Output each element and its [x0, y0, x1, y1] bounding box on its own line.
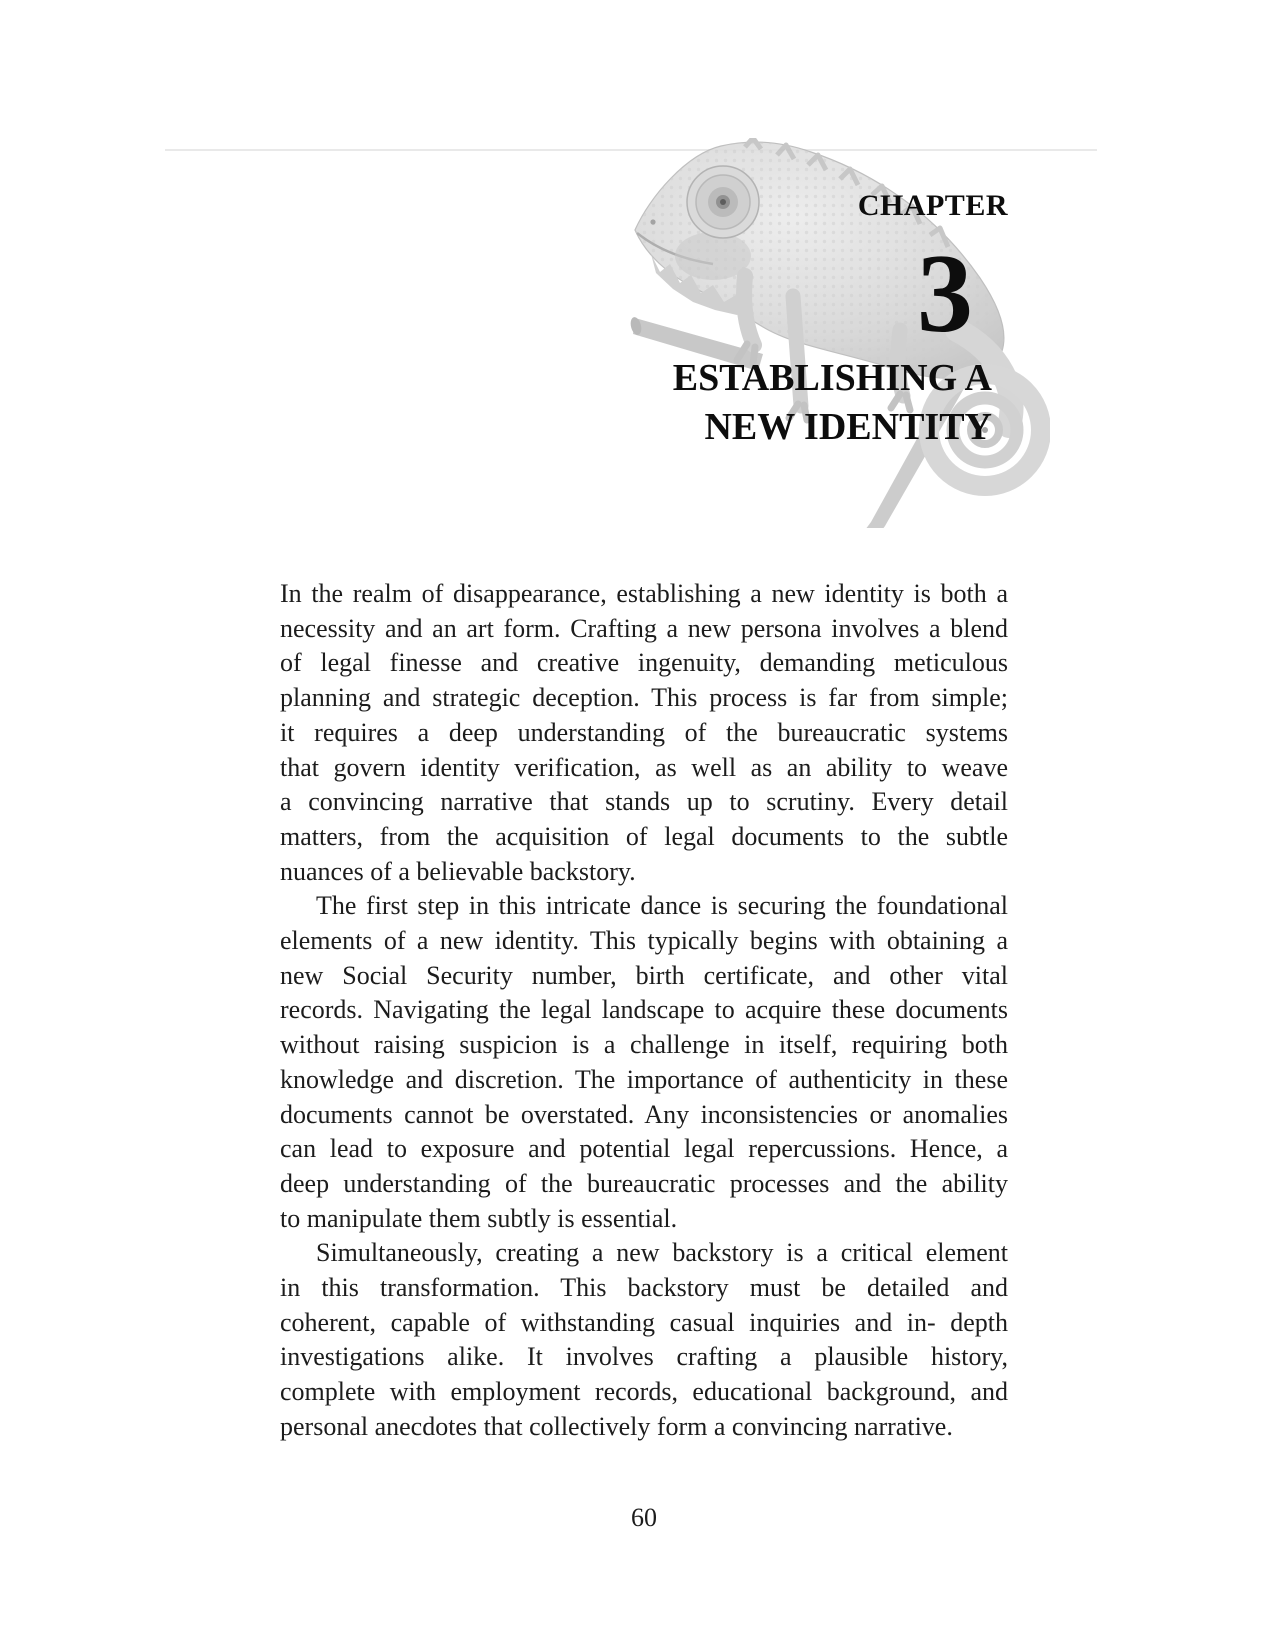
body-line: coherent, capable of withstanding casual inquiries and in- depth: [280, 1307, 1008, 1337]
body-line: matters, from the acquisition of legal documents to the subtle: [280, 821, 1008, 851]
chapter-number: 3: [917, 232, 973, 356]
body-line: personal anecdotes that collectively form a convincing narrative.: [280, 1411, 953, 1441]
body-line: that govern identity verification, as well as an ability to weave: [280, 752, 1008, 782]
chapter-title-line-2: NEW IDENTITY: [704, 406, 992, 448]
paragraph-1: [280, 577, 1008, 889]
body-line: In the realm of disappearance, establishing a new identity is both a: [280, 579, 1008, 608]
body-line: new Social Security number, birth certificate, and other vital: [280, 960, 1008, 990]
body-line: necessity and an art form. Crafting a new persona involves a blend: [280, 613, 1008, 643]
body-line: nuances of a believable backstory.: [280, 856, 636, 886]
paragraph-2: [280, 889, 1008, 1236]
body-line: a convincing narrative that stands up to scrutiny. Every detail: [280, 787, 1008, 817]
body-line: without raising suspicion is a challenge in itself, requiring both: [280, 1030, 1008, 1060]
body-line: documents cannot be overstated. Any inconsistencies or anomalies: [280, 1099, 1008, 1129]
body-line: planning and strategic deception. This process is far from simple;: [280, 683, 1008, 713]
body-line: Simultaneously, creating a new backstory is a critical element: [316, 1238, 1008, 1268]
page-number: 60: [631, 1503, 657, 1532]
body-line: elements of a new identity. This typically begins with obtaining a: [280, 926, 1008, 956]
body-line: records. Navigating the legal landscape to acquire these documents: [280, 995, 1008, 1025]
paragraph-3: [280, 1236, 1008, 1444]
chapter-label: CHAPTER: [857, 189, 1008, 222]
body-line: investigations alike. It involves crafting a plausible history,: [280, 1342, 1008, 1372]
body-line: in this transformation. This backstory must be detailed and: [280, 1273, 1008, 1303]
body-line: complete with employment records, educational background, and: [280, 1377, 1008, 1407]
body-line: deep understanding of the bureaucratic processes and the ability: [280, 1168, 1008, 1198]
body-line: of legal finesse and creative ingenuity, demanding meticulous: [280, 648, 1008, 678]
chapter-title-line-1: ESTABLISHING A: [672, 357, 992, 399]
body-line: knowledge and discretion. The importance of authenticity in these: [280, 1064, 1008, 1094]
body-line: can lead to exposure and potential legal repercussions. Hence, a: [280, 1134, 1008, 1164]
body-line: The first step in this intricate dance is securing the foundational: [316, 891, 1008, 921]
body-line: it requires a deep understanding of the bureaucratic systems: [280, 717, 1008, 747]
body-line: to manipulate them subtly is essential.: [280, 1203, 678, 1233]
body-text: [280, 577, 1008, 1445]
